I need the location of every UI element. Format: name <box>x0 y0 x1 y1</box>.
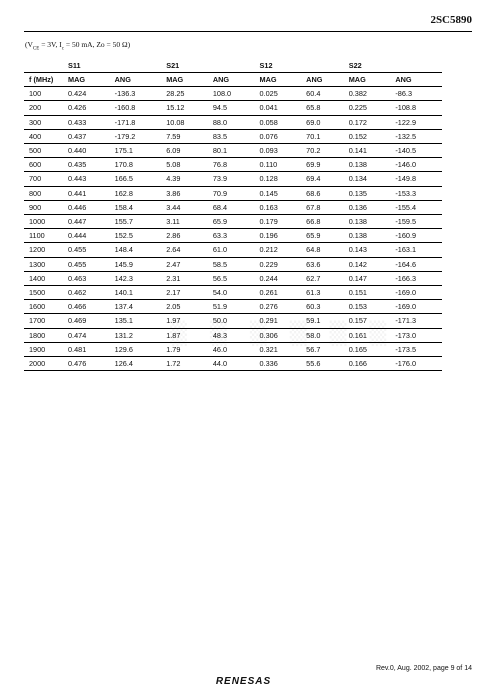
table-cell: 0.128 <box>255 172 302 186</box>
table-cell: 0.143 <box>344 243 391 257</box>
table-cell: 0.229 <box>255 257 302 271</box>
table-cell: 0.165 <box>344 342 391 356</box>
table-cell: 0.382 <box>344 87 391 101</box>
table-cell: 0.435 <box>63 158 110 172</box>
table-cell: 10.08 <box>161 115 208 129</box>
table-cell: 46.0 <box>208 342 255 356</box>
table-cell: 70.9 <box>208 186 255 200</box>
table-cell: 0.166 <box>344 357 391 371</box>
renesas-logo: RENESAS <box>215 676 272 687</box>
revision-note: Rev.0, Aug. 2002, page 9 of 14 <box>375 665 472 672</box>
table-cell: 0.276 <box>255 300 302 314</box>
table-cell: -163.1 <box>390 243 442 257</box>
table-cell: -149.8 <box>390 172 442 186</box>
table-cell: 0.424 <box>63 87 110 101</box>
table-cell: 0.444 <box>63 229 110 243</box>
table-cell: 65.8 <box>301 101 344 115</box>
frequency-cell: 600 <box>24 158 63 172</box>
table-cell: 0.466 <box>63 300 110 314</box>
table-cell: 63.6 <box>301 257 344 271</box>
table-cell: 0.172 <box>344 115 391 129</box>
table-cell: 0.093 <box>255 144 302 158</box>
frequency-cell: 400 <box>24 129 63 143</box>
table-cell: 61.0 <box>208 243 255 257</box>
table-cell: -159.5 <box>390 215 442 229</box>
table-cell: -171.3 <box>390 314 442 328</box>
column-header-row <box>24 73 442 87</box>
frequency-cell: 1900 <box>24 342 63 356</box>
table-cell: 94.5 <box>208 101 255 115</box>
table-cell: 63.3 <box>208 229 255 243</box>
table-cell: 51.9 <box>208 300 255 314</box>
table-cell: 4.39 <box>161 172 208 186</box>
table-cell: 68.4 <box>208 200 255 214</box>
table-cell: 44.0 <box>208 357 255 371</box>
frequency-cell: 1500 <box>24 286 63 300</box>
table-row <box>24 101 442 115</box>
group-header-blank <box>24 59 63 73</box>
table-cell: -169.0 <box>390 300 442 314</box>
table-cell: 76.8 <box>208 158 255 172</box>
table-cell: 0.058 <box>255 115 302 129</box>
table-row <box>24 314 442 328</box>
table-cell: 55.6 <box>301 357 344 371</box>
table-row <box>24 286 442 300</box>
table-cell: 58.5 <box>208 257 255 271</box>
table-row <box>24 115 442 129</box>
table-cell: 0.076 <box>255 129 302 143</box>
column-header-mag: MAG <box>255 73 302 87</box>
table-cell: 58.0 <box>301 328 344 342</box>
table-cell: 0.446 <box>63 200 110 214</box>
table-cell: 137.4 <box>110 300 162 314</box>
group-header-s21: S21 <box>166 61 180 70</box>
table-cell: 6.09 <box>161 144 208 158</box>
table-cell: 0.157 <box>344 314 391 328</box>
frequency-cell: 800 <box>24 186 63 200</box>
frequency-cell: 1100 <box>24 229 63 243</box>
column-header-ang: ANG <box>301 73 344 87</box>
table-cell: 50.0 <box>208 314 255 328</box>
table-cell: 1.72 <box>161 357 208 371</box>
frequency-cell: 900 <box>24 200 63 214</box>
frequency-cell: 1400 <box>24 271 63 285</box>
table-cell: -86.3 <box>390 87 442 101</box>
table-cell: 69.4 <box>301 172 344 186</box>
column-header-ang: ANG <box>390 73 442 87</box>
frequency-cell: 2000 <box>24 357 63 371</box>
table-cell: -136.3 <box>110 87 162 101</box>
table-cell: 68.6 <box>301 186 344 200</box>
table-cell: 2.05 <box>161 300 208 314</box>
table-cell: -132.5 <box>390 129 442 143</box>
table-cell: 0.481 <box>63 342 110 356</box>
table-cell: 0.041 <box>255 101 302 115</box>
group-header-s11: S11 <box>68 61 81 70</box>
table-cell: 61.3 <box>301 286 344 300</box>
frequency-cell: 500 <box>24 144 63 158</box>
table-cell: -160.8 <box>110 101 162 115</box>
table-cell: 0.152 <box>344 129 391 143</box>
frequency-cell: 1800 <box>24 328 63 342</box>
table-cell: 83.5 <box>208 129 255 143</box>
frequency-cell: 1600 <box>24 300 63 314</box>
table-cell: 0.306 <box>255 328 302 342</box>
table-cell: 15.12 <box>161 101 208 115</box>
table-cell: -173.0 <box>390 328 442 342</box>
table-cell: 0.212 <box>255 243 302 257</box>
table-row <box>24 357 442 371</box>
table-row <box>24 129 442 143</box>
table-cell: 56.7 <box>301 342 344 356</box>
table-cell: -160.9 <box>390 229 442 243</box>
table-cell: 0.151 <box>344 286 391 300</box>
table-cell: 2.17 <box>161 286 208 300</box>
table-cell: 0.196 <box>255 229 302 243</box>
table-cell: 0.145 <box>255 186 302 200</box>
table-cell: 162.8 <box>110 186 162 200</box>
table-cell: -173.5 <box>390 342 442 356</box>
table-row <box>24 243 442 257</box>
table-cell: 0.161 <box>344 328 391 342</box>
table-cell: 142.3 <box>110 271 162 285</box>
table-cell: 135.1 <box>110 314 162 328</box>
table-cell: 1.97 <box>161 314 208 328</box>
table-cell: 59.1 <box>301 314 344 328</box>
part-number: 2SC5890 <box>430 14 472 26</box>
table-row <box>24 328 442 342</box>
s-parameter-table <box>24 59 442 371</box>
table-cell: 2.47 <box>161 257 208 271</box>
table-cell: 5.08 <box>161 158 208 172</box>
table-cell: 0.134 <box>344 172 391 186</box>
table-cell: 60.4 <box>301 87 344 101</box>
table-cell: 67.8 <box>301 200 344 214</box>
table-row <box>24 87 442 101</box>
frequency-cell: 100 <box>24 87 63 101</box>
table-cell: -164.6 <box>390 257 442 271</box>
table-cell: 3.44 <box>161 200 208 214</box>
table-cell: 152.5 <box>110 229 162 243</box>
table-cell: 0.441 <box>63 186 110 200</box>
table-row <box>24 271 442 285</box>
table-cell: 126.4 <box>110 357 162 371</box>
table-cell: 0.321 <box>255 342 302 356</box>
table-cell: 69.9 <box>301 158 344 172</box>
table-cell: 0.225 <box>344 101 391 115</box>
table-row <box>24 342 442 356</box>
table-cell: 140.1 <box>110 286 162 300</box>
table-cell: 0.336 <box>255 357 302 371</box>
table-row <box>24 172 442 186</box>
table-cell: -108.8 <box>390 101 442 115</box>
table-cell: 88.0 <box>208 115 255 129</box>
table-cell: 1.87 <box>161 328 208 342</box>
table-cell: 28.25 <box>161 87 208 101</box>
table-cell: 0.138 <box>344 229 391 243</box>
group-header-s12: S12 <box>259 61 273 70</box>
table-cell: 175.1 <box>110 144 162 158</box>
table-cell: 0.135 <box>344 186 391 200</box>
table-row <box>24 215 442 229</box>
column-header-mag: MAG <box>161 73 208 87</box>
table-cell: -155.4 <box>390 200 442 214</box>
table-row <box>24 229 442 243</box>
table-cell: -169.0 <box>390 286 442 300</box>
table-cell: 0.147 <box>344 271 391 285</box>
table-cell: 166.5 <box>110 172 162 186</box>
table-cell: 0.138 <box>344 215 391 229</box>
table-cell: 0.437 <box>63 129 110 143</box>
table-row <box>24 158 442 172</box>
table-cell: 0.455 <box>63 243 110 257</box>
table-cell: 1.79 <box>161 342 208 356</box>
table-cell: 170.8 <box>110 158 162 172</box>
table-cell: 0.153 <box>344 300 391 314</box>
table-cell: 108.0 <box>208 87 255 101</box>
table-cell: -153.3 <box>390 186 442 200</box>
table-cell: 0.447 <box>63 215 110 229</box>
table-cell: 155.7 <box>110 215 162 229</box>
column-header-frequency: f (MHz) <box>24 73 63 87</box>
table-cell: 0.433 <box>63 115 110 129</box>
table-cell: 0.455 <box>63 257 110 271</box>
table-cell: 7.59 <box>161 129 208 143</box>
table-cell: -166.3 <box>390 271 442 285</box>
table-cell: 0.440 <box>63 144 110 158</box>
table-cell: 0.163 <box>255 200 302 214</box>
frequency-cell: 300 <box>24 115 63 129</box>
table-cell: 2.86 <box>161 229 208 243</box>
table-cell: -179.2 <box>110 129 162 143</box>
table-cell: 0.138 <box>344 158 391 172</box>
table-cell: -176.0 <box>390 357 442 371</box>
frequency-cell: 700 <box>24 172 63 186</box>
table-cell: 0.463 <box>63 271 110 285</box>
table-cell: 148.4 <box>110 243 162 257</box>
table-cell: -140.5 <box>390 144 442 158</box>
table-cell: 0.110 <box>255 158 302 172</box>
frequency-cell: 1300 <box>24 257 63 271</box>
column-header-mag: MAG <box>63 73 110 87</box>
table-cell: 0.476 <box>63 357 110 371</box>
table-cell: 0.136 <box>344 200 391 214</box>
table-cell: 2.64 <box>161 243 208 257</box>
table-cell: -122.9 <box>390 115 442 129</box>
table-cell: 80.1 <box>208 144 255 158</box>
column-header-ang: ANG <box>208 73 255 87</box>
table-cell: 69.0 <box>301 115 344 129</box>
table-cell: 0.141 <box>344 144 391 158</box>
table-cell: 54.0 <box>208 286 255 300</box>
table-cell: 65.9 <box>208 215 255 229</box>
frequency-cell: 200 <box>24 101 63 115</box>
table-cell: 131.2 <box>110 328 162 342</box>
frequency-cell: 1700 <box>24 314 63 328</box>
test-conditions: ($V_{CE} = 3V$, $I_c = 50$ mA, Zo = 50 Ω) <box>25 40 131 52</box>
table-cell: -146.0 <box>390 158 442 172</box>
table-cell: 64.8 <box>301 243 344 257</box>
table-cell: 3.11 <box>161 215 208 229</box>
table-cell: 56.5 <box>208 271 255 285</box>
table-cell: 129.6 <box>110 342 162 356</box>
table-cell: 0.025 <box>255 87 302 101</box>
table-cell: 0.261 <box>255 286 302 300</box>
table-cell: 48.3 <box>208 328 255 342</box>
table-row <box>24 186 442 200</box>
table-cell: 0.462 <box>63 286 110 300</box>
table-cell: 0.179 <box>255 215 302 229</box>
table-body <box>24 87 442 371</box>
frequency-cell: 1000 <box>24 215 63 229</box>
table-cell: -171.8 <box>110 115 162 129</box>
table-cell: 0.474 <box>63 328 110 342</box>
table-cell: 3.86 <box>161 186 208 200</box>
table-cell: 65.9 <box>301 229 344 243</box>
table-cell: 0.244 <box>255 271 302 285</box>
header-rule <box>24 31 472 32</box>
table-cell: 70.1 <box>301 129 344 143</box>
group-header-s22: S22 <box>348 61 362 70</box>
table-cell: 62.7 <box>301 271 344 285</box>
column-header-ang: ANG <box>110 73 162 87</box>
table-cell: 0.443 <box>63 172 110 186</box>
table-cell: 70.2 <box>301 144 344 158</box>
frequency-cell: 1200 <box>24 243 63 257</box>
table-row <box>24 257 442 271</box>
table-cell: 0.142 <box>344 257 391 271</box>
table-cell: 158.4 <box>110 200 162 214</box>
group-header-row <box>24 59 442 73</box>
table-row <box>24 200 442 214</box>
table-cell: 60.3 <box>301 300 344 314</box>
table-cell: 73.9 <box>208 172 255 186</box>
table-cell: 2.31 <box>161 271 208 285</box>
table-cell: 145.9 <box>110 257 162 271</box>
table-cell: 0.469 <box>63 314 110 328</box>
table-row <box>24 144 442 158</box>
table-cell: 66.8 <box>301 215 344 229</box>
column-header-mag: MAG <box>344 73 391 87</box>
table-row <box>24 300 442 314</box>
table-cell: 0.426 <box>63 101 110 115</box>
table-cell: 0.291 <box>255 314 302 328</box>
